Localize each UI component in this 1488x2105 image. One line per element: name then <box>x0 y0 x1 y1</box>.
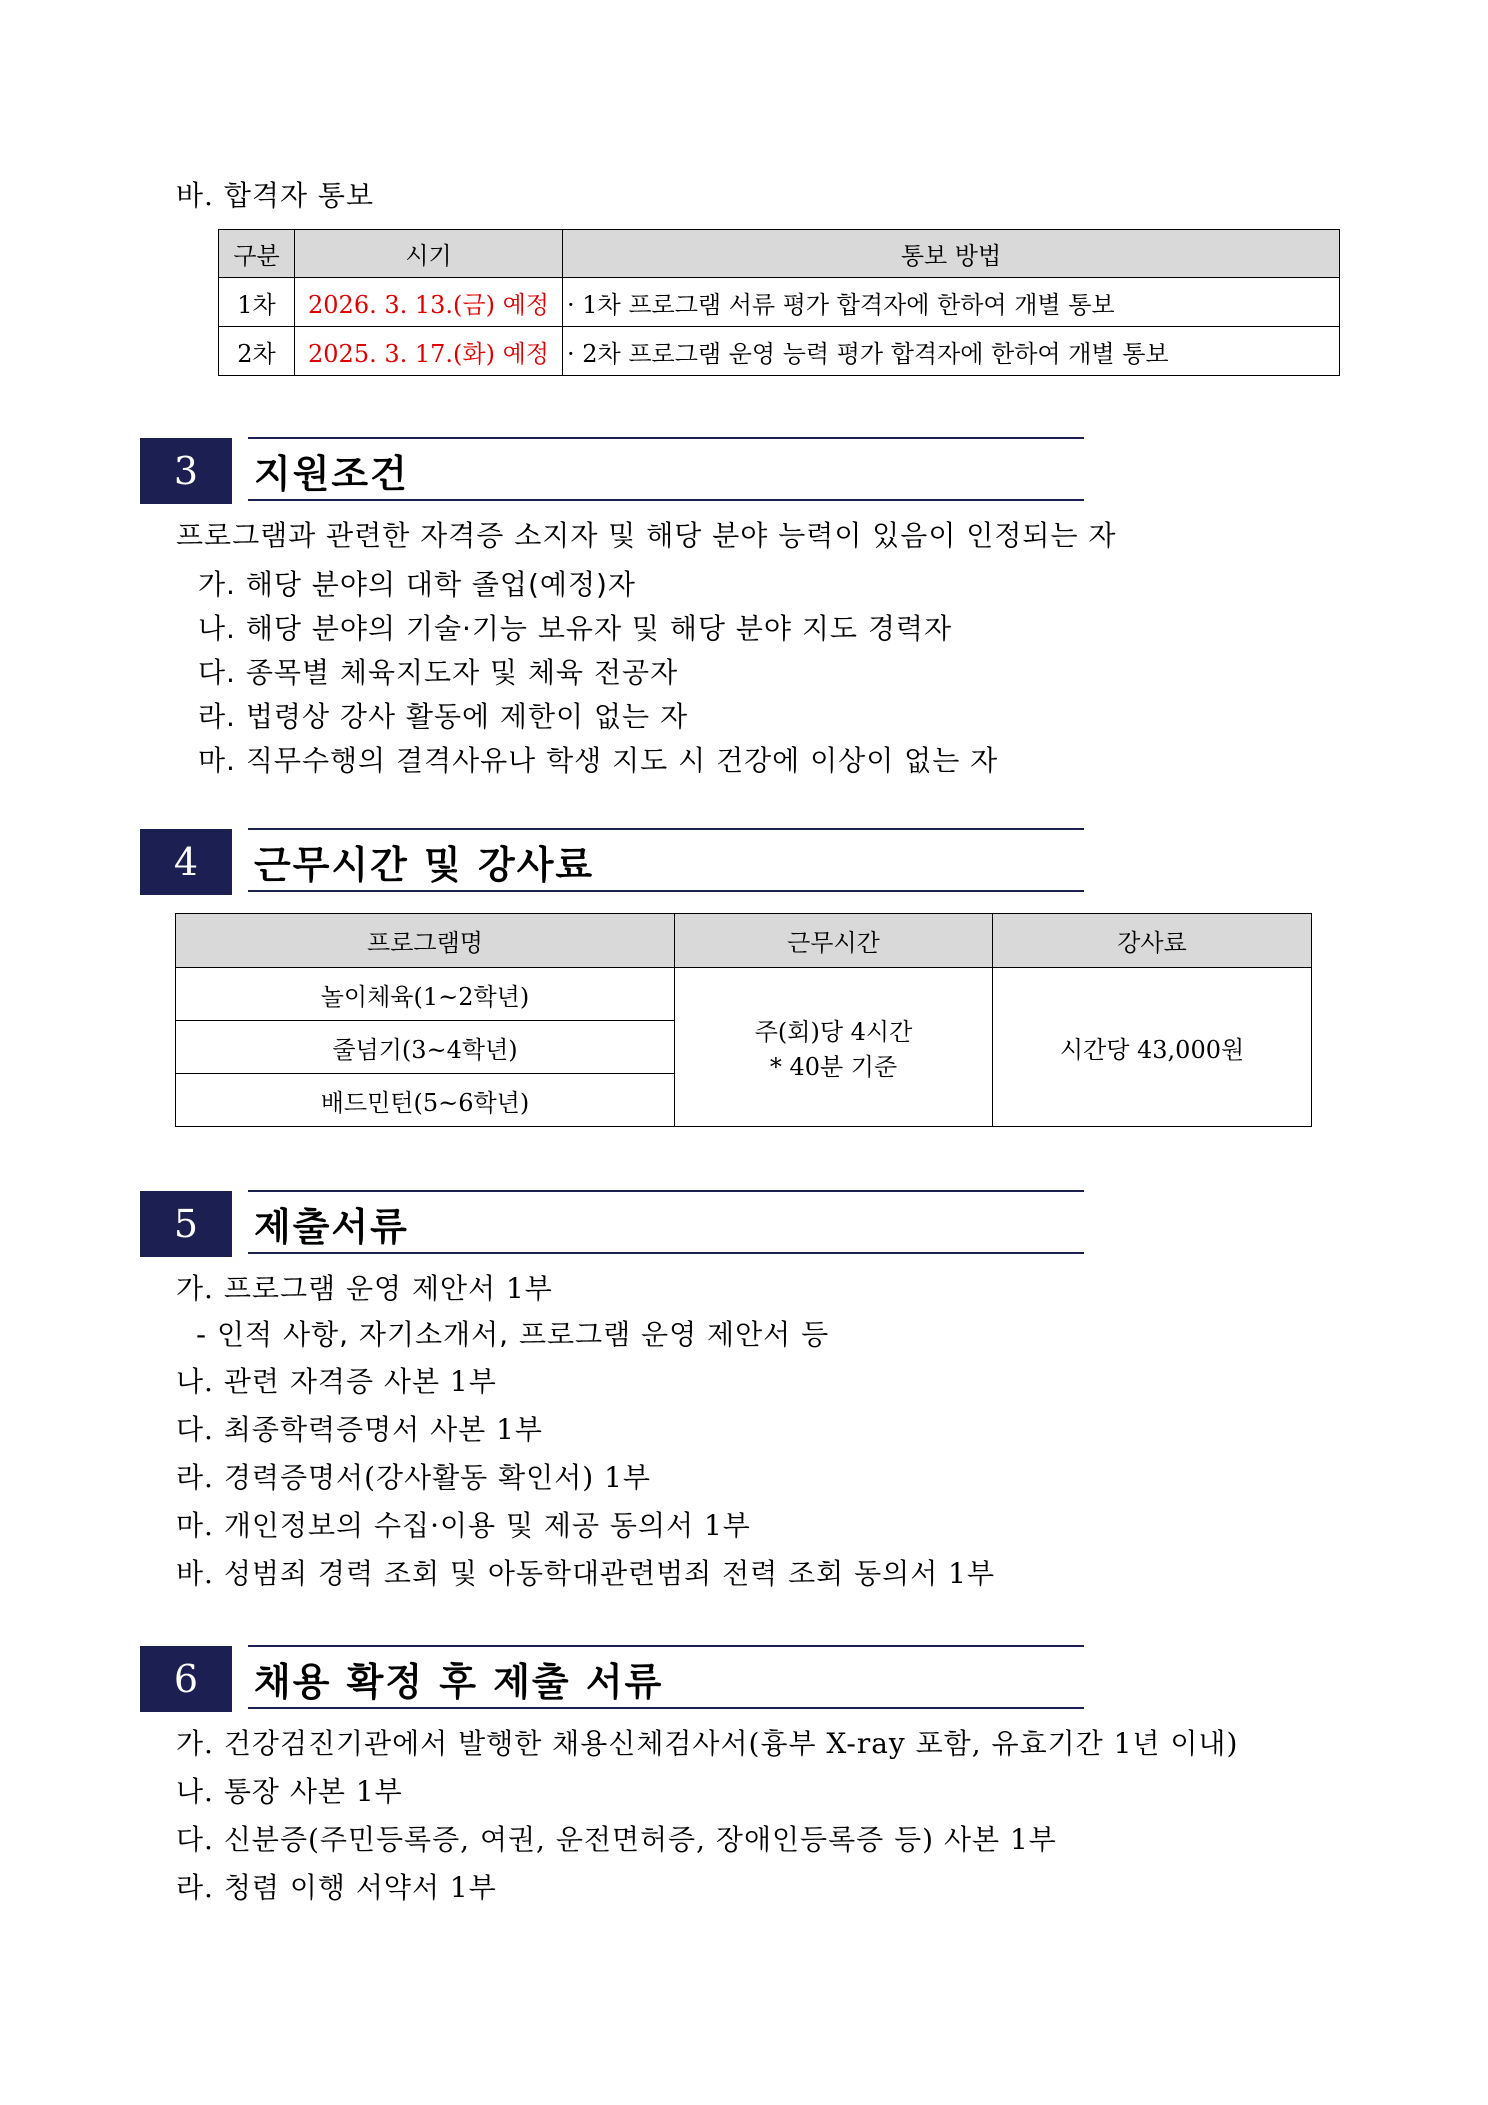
table-header-row <box>176 914 1312 968</box>
round-cell: 2차 <box>219 327 295 376</box>
col-header-fee: 강사료 <box>993 914 1312 968</box>
section-4-header <box>248 828 1084 892</box>
list-item: 가. 해당 분야의 대학 졸업(예정)자 <box>198 568 636 601</box>
section-6-header <box>248 1645 1084 1709</box>
list-item: 라. 법령상 강사 활동에 제한이 없는 자 <box>198 700 689 733</box>
table-row <box>219 327 1340 376</box>
program-cell: 줄넘기(3~4학년) <box>176 1021 675 1074</box>
section-6-number: 6 <box>140 1646 232 1712</box>
section-3-title: 지원조건 <box>254 452 409 496</box>
col-header-date: 시기 <box>295 230 563 278</box>
list-item: 나. 관련 자격증 사본 1부 <box>176 1365 497 1398</box>
hours-line: 주(회)당 4시간 <box>754 1018 913 1046</box>
section-5-number: 5 <box>140 1191 232 1257</box>
program-cell: 배드민턴(5~6학년) <box>176 1074 675 1127</box>
table-header-row <box>219 230 1340 278</box>
col-header-hours: 근무시간 <box>675 914 993 968</box>
notice-table <box>218 229 1340 376</box>
list-item: 마. 직무수행의 결격사유나 학생 지도 시 건강에 이상이 없는 자 <box>198 744 999 777</box>
list-subitem: - 인적 사항, 자기소개서, 프로그램 운영 제안서 등 <box>196 1318 830 1351</box>
section-6-title: 채용 확정 후 제출 서류 <box>254 1660 664 1704</box>
col-header-method: 통보 방법 <box>563 230 1340 278</box>
section-5-header <box>248 1190 1084 1254</box>
round-cell: 1차 <box>219 278 295 327</box>
list-item: 다. 신분증(주민등록증, 여권, 운전면허증, 장애인등록증 등) 사본 1부 <box>176 1823 1057 1856</box>
list-item: 나. 통장 사본 1부 <box>176 1775 403 1808</box>
list-item: 바. 성범죄 경력 조회 및 아동학대관련범죄 전력 조회 동의서 1부 <box>176 1557 996 1590</box>
list-item: 다. 종목별 체육지도자 및 체육 전공자 <box>198 656 679 689</box>
pay-table <box>175 913 1312 1127</box>
date-cell: 2025. 3. 17.(화) 예정 <box>295 327 563 376</box>
table-row <box>219 278 1340 327</box>
list-item: 라. 청렴 이행 서약서 1부 <box>176 1871 497 1904</box>
col-header-round: 구분 <box>219 230 295 278</box>
list-item: 나. 해당 분야의 기술·기능 보유자 및 해당 분야 지도 경력자 <box>198 612 953 645</box>
section-4-number: 4 <box>140 829 232 895</box>
fee-cell: 시간당 43,000원 <box>993 968 1312 1127</box>
list-item: 가. 건강검진기관에서 발행한 채용신체검사서(흉부 X-ray 포함, 유효기간 1년 이내) <box>176 1727 1239 1760</box>
hours-note: * 40분 기준 <box>769 1053 898 1081</box>
section-5-title: 제출서류 <box>254 1205 409 1249</box>
table-row <box>176 968 1312 1021</box>
col-header-program: 프로그램명 <box>176 914 675 968</box>
program-cell: 놀이체육(1~2학년) <box>176 968 675 1021</box>
notice-heading: 바. 합격자 통보 <box>176 179 374 212</box>
section-4-title: 근무시간 및 강사료 <box>254 843 595 887</box>
method-cell: · 2차 프로그램 운영 능력 평가 합격자에 한하여 개별 통보 <box>563 327 1340 376</box>
section-3-intro: 프로그램과 관련한 자격증 소지자 및 해당 분야 능력이 있음이 인정되는 자 <box>176 519 1117 552</box>
method-cell: · 1차 프로그램 서류 평가 합격자에 한하여 개별 통보 <box>563 278 1340 327</box>
list-item: 다. 최종학력증명서 사본 1부 <box>176 1413 543 1446</box>
list-item: 라. 경력증명서(강사활동 확인서) 1부 <box>176 1461 651 1494</box>
list-item: 마. 개인정보의 수집·이용 및 제공 동의서 1부 <box>176 1509 751 1542</box>
section-3-number: 3 <box>140 438 232 504</box>
date-cell: 2026. 3. 13.(금) 예정 <box>295 278 563 327</box>
hours-cell <box>675 968 993 1127</box>
section-3-header <box>248 437 1084 501</box>
list-item: 가. 프로그램 운영 제안서 1부 <box>176 1272 553 1305</box>
